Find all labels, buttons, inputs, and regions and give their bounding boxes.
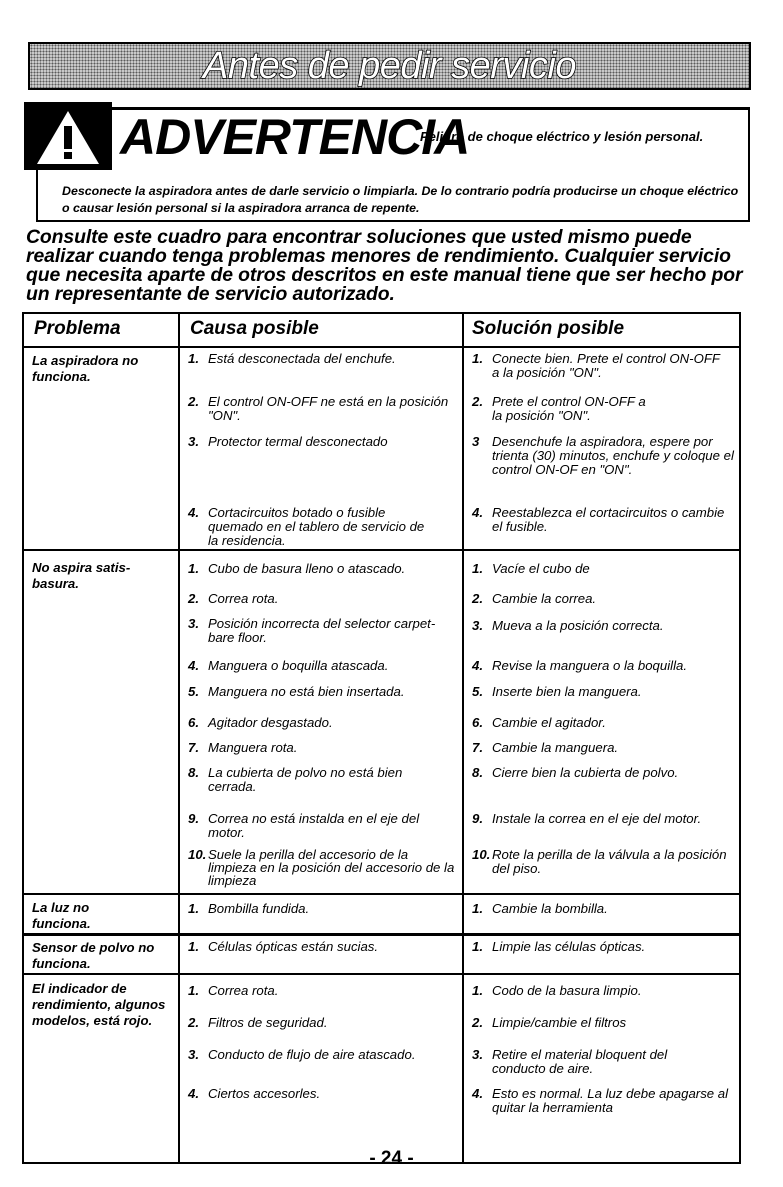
solution-item: 4. Revise la manguera o la boquilla. bbox=[472, 658, 687, 673]
cause-item: 8. La cubierta de polvo no está bien cerrada. bbox=[188, 765, 403, 794]
solution-item: 5. Inserte bien la manguera. bbox=[472, 684, 642, 699]
header-problem: Problema bbox=[34, 318, 121, 339]
cause-item: 1. Correa rota. bbox=[188, 983, 279, 998]
solution-item: 3 Desenchufe la aspiradora, espere por trienta (30) minutos, enchufe y coloque el control ON-OF en "ON". bbox=[472, 434, 734, 477]
page-banner bbox=[28, 42, 751, 90]
cause-item: 1. Células ópticas están sucias. bbox=[188, 939, 379, 954]
solution-item: 1. Vacíe el cubo de bbox=[472, 561, 590, 576]
cause-item: 1. Cubo de basura lleno o atascado. bbox=[188, 561, 406, 576]
problem-cell: La aspiradora no funciona. bbox=[32, 353, 139, 384]
cause-item: 2. El control ON-OFF ne está en la posición "ON". bbox=[188, 394, 449, 423]
cause-item: 2. Correa rota. bbox=[188, 591, 279, 606]
cause-item: 9. Correa no está instalda en el eje del motor. bbox=[188, 811, 420, 840]
cause-item: 10. Suele la perilla del accesorio de la limpieza en la posición del accesorio de la limpieza bbox=[188, 847, 455, 888]
cause-item: 7. Manguera rota. bbox=[188, 740, 298, 755]
column-divider bbox=[178, 312, 180, 1164]
cause-item: 3. Posición incorrecta del selector carpet-bare floor. bbox=[188, 616, 436, 645]
solution-item: 7. Cambie la manguera. bbox=[472, 740, 619, 755]
warning-title: ADVERTENCIA bbox=[120, 109, 470, 165]
solution-item: 2. Limpie/cambie el filtros bbox=[472, 1015, 627, 1030]
solution-item: 6. Cambie el agitador. bbox=[472, 715, 606, 730]
cause-item: 4. Ciertos accesorles. bbox=[188, 1086, 321, 1101]
problem-cell: El indicador de rendimiento, algunos modelos, está rojo. bbox=[32, 981, 166, 1028]
row-divider bbox=[22, 973, 741, 975]
cause-item: 6. Agitador desgastado. bbox=[188, 715, 333, 730]
solution-item: 2. Prete el control ON-OFF a la posición "ON". bbox=[472, 394, 646, 423]
problem-cell: No aspira satis- basura. bbox=[32, 560, 131, 591]
solution-item: 9. Instale la correa en el eje del motor. bbox=[472, 811, 702, 826]
problem-cell: La luz no funciona. bbox=[32, 900, 91, 931]
cause-item: 4. Cortacircuitos botado o fusible quemado en el tablero de servicio de la residencia. bbox=[188, 505, 425, 548]
row-divider bbox=[22, 893, 741, 895]
cause-item: 3. Conducto de flujo de aire atascado. bbox=[188, 1047, 416, 1062]
solution-item: 3. Retire el material bloquent del conducto de aire. bbox=[472, 1047, 668, 1076]
row-divider bbox=[22, 933, 741, 936]
solution-item: 1. Limpie las células ópticas. bbox=[472, 939, 646, 954]
solution-item: 1. Conecte bien. Prete el control ON-OFF a la posición "ON". bbox=[472, 351, 720, 380]
warning-icon bbox=[24, 102, 112, 170]
header-cause: Causa posible bbox=[190, 318, 319, 339]
header-solution: Solución posible bbox=[472, 318, 625, 339]
banner-title: Antes de pedir servicio bbox=[203, 44, 576, 87]
cause-item: 4. Manguera o boquilla atascada. bbox=[188, 658, 389, 673]
solution-item: 4. Esto es normal. La luz debe apagarse al quitar la herramienta bbox=[472, 1086, 729, 1115]
solution-item: 10. Rote la perilla de la válvula a la posición del piso. bbox=[472, 847, 727, 876]
row-divider bbox=[22, 549, 741, 551]
cause-item: 3. Protector termal desconectado bbox=[188, 434, 388, 449]
cause-item: 1. Está desconectada del enchufe. bbox=[188, 351, 396, 366]
solution-item: 1. Codo de la basura limpio. bbox=[472, 983, 642, 998]
solution-item: 3. Mueva a la posición correcta. bbox=[472, 618, 664, 633]
solution-item: 8. Cierre bien la cubierta de polvo. bbox=[472, 765, 679, 780]
problem-cell: Sensor de polvo no funciona. bbox=[32, 940, 155, 971]
page-number: - 24 - bbox=[369, 1148, 414, 1169]
cause-item: 5. Manguera no está bien insertada. bbox=[188, 684, 405, 699]
header-rule bbox=[22, 346, 741, 348]
solution-item: 2. Cambie la correa. bbox=[472, 591, 597, 606]
intro-paragraph: Consulte este cuadro para encontrar soluciones que usted mismo puede realizar cuando tenga problemas menores de rendimiento. Cualquier servicio que necesita aparte de otros descritos en este manual tiene que ser hecho por un representante de servicio autorizado. bbox=[26, 226, 743, 305]
cause-item: 1. Bombilla fundida. bbox=[188, 901, 310, 916]
solution-item: 1. Cambie la bombilla. bbox=[472, 901, 608, 916]
cause-item: 2. Filtros de seguridad. bbox=[188, 1015, 328, 1030]
solution-item: 4. Reestablezca el cortacircuitos o cambie el fusible. bbox=[472, 505, 725, 534]
warning-subtitle: Peligro de choque eléctrico y lesión personal. bbox=[420, 129, 704, 144]
warning-body: Desconecte la aspiradora antes de darle servicio o limpiarla. De lo contrario podría producirse un choque eléctrico o causar lesión personal si la aspiradora arranca de repente. bbox=[62, 184, 739, 215]
